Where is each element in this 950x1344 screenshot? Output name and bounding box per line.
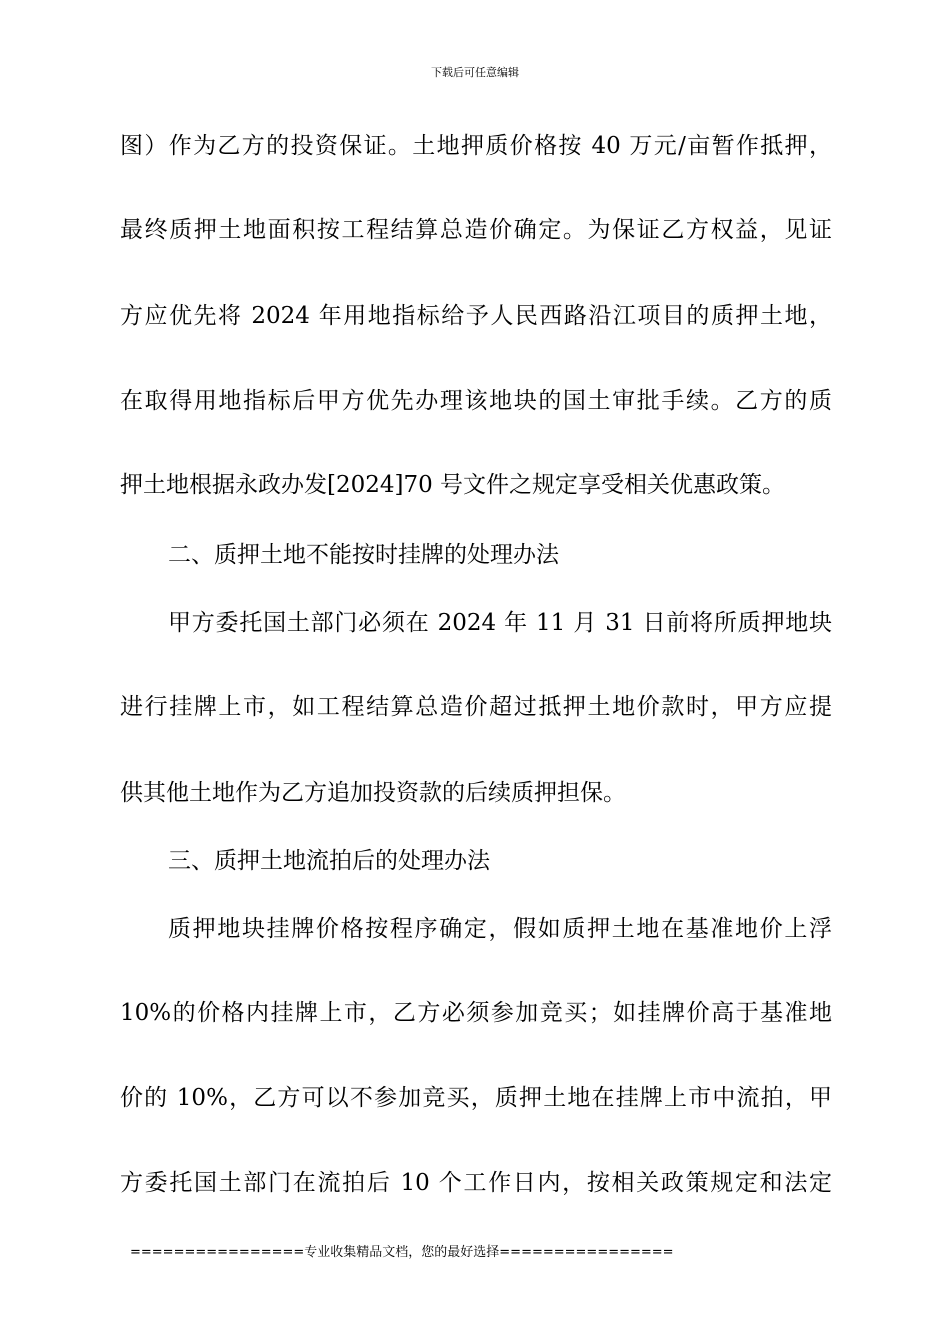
paragraph-line: 方应优先将 2024 年用地指标给予人民西路沿江项目的质押土地， [120, 303, 832, 329]
page-header: 下载后可任意编辑 [431, 66, 519, 79]
paragraph-line: 10%的价格内挂牌上市，乙方必须参加竞买；如挂牌价高于基准地 [120, 1000, 832, 1026]
paragraph-line: 价的 10%，乙方可以不参加竞买，质押土地在挂牌上市中流拍，甲 [120, 1085, 832, 1111]
paragraph-line: 方委托国土部门在流拍后 10 个工作日内，按相关政策规定和法定 [120, 1170, 832, 1196]
paragraph-line: 在取得用地指标后甲方优先办理该地块的国土审批手续。乙方的质 [120, 388, 832, 414]
paragraph-line: 供其他土地作为乙方追加投资款的后续质押担保。 [120, 780, 626, 806]
paragraph-line: 最终质押土地面积按工程结算总造价确定。为保证乙方权益，见证 [120, 217, 832, 243]
page-footer: ================专业收集精品文档，您的最好选择================ [130, 1245, 674, 1260]
paragraph-line: 质押地块挂牌价格按程序确定，假如质押土地在基准地价上浮 [168, 916, 832, 942]
section-heading: 三、质押土地流拍后的处理办法 [168, 848, 490, 874]
paragraph-line: 进行挂牌上市，如工程结算总造价超过抵押土地价款时，甲方应提 [120, 694, 832, 720]
paragraph-line: 甲方委托国土部门必须在 2024 年 11 月 31 日前将所质押地块 [168, 610, 832, 636]
paragraph-line: 图）作为乙方的投资保证。土地押质价格按 40 万元/亩暂作抵押， [120, 133, 832, 159]
paragraph-line: 押土地根据永政办发[2024]70 号文件之规定享受相关优惠政策。 [120, 472, 786, 498]
section-heading: 二、质押土地不能按时挂牌的处理办法 [168, 542, 559, 568]
